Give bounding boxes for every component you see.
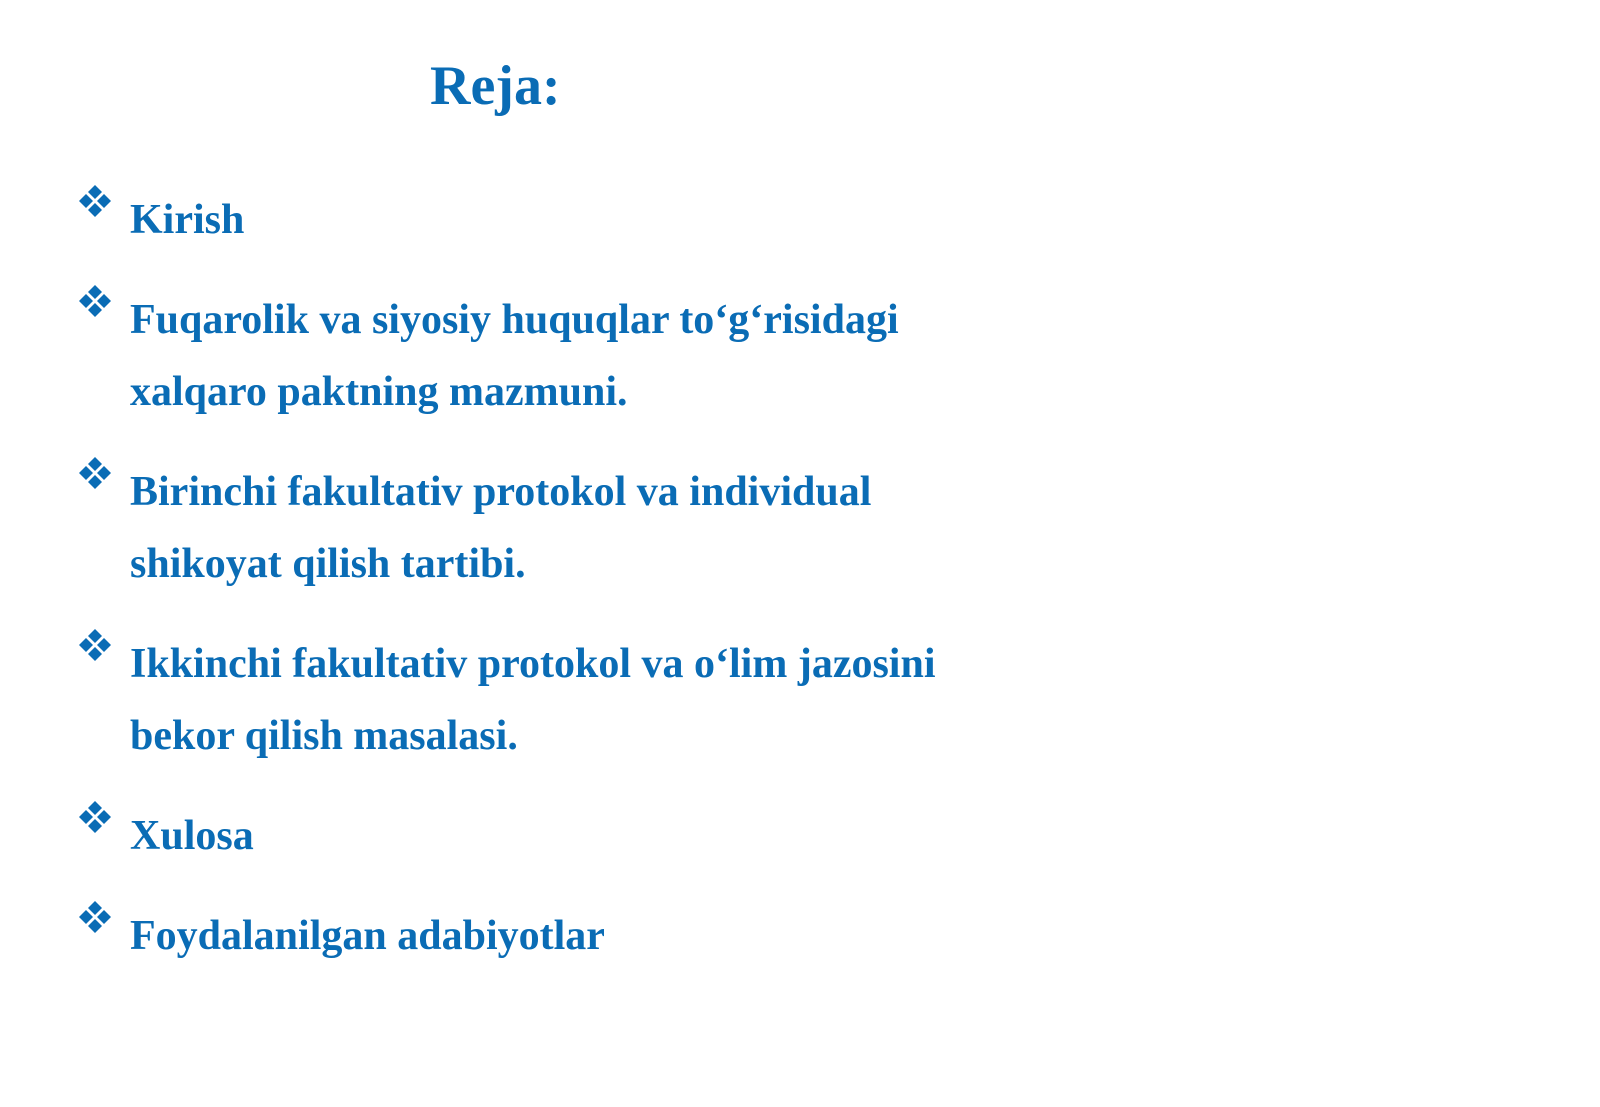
plan-item-text: [130, 456, 1078, 600]
plan-item-text: [130, 284, 1078, 428]
four-diamond-bullet-icon: [78, 628, 112, 662]
plan-item-first-protocol: [78, 456, 1078, 600]
four-diamond-bullet-icon: [78, 456, 112, 490]
plan-item-line: Fuqarolik va siyosiy huquqlar to‘g‘risidagi: [130, 297, 899, 343]
plan-item-line: bekor qilish masalasi.: [130, 713, 518, 759]
plan-item-text: [130, 900, 1078, 972]
plan-item-conclusion: [78, 800, 1078, 872]
plan-item-line: shikoyat qilish tartibi.: [130, 541, 526, 587]
four-diamond-bullet-icon: [78, 800, 112, 834]
plan-item-covenant: [78, 284, 1078, 428]
plan-item-line: Xulosa: [130, 813, 254, 859]
plan-item-line: xalqaro paktning mazmuni.: [130, 369, 628, 415]
plan-item-text: [130, 800, 1078, 872]
plan-item-intro: [78, 184, 1078, 256]
four-diamond-bullet-shape: [78, 184, 112, 218]
plan-item-line: Kirish: [130, 197, 245, 243]
four-diamond-bullet-icon: [78, 900, 112, 934]
plan-item-text: [130, 184, 1078, 256]
four-diamond-bullet-shape: [78, 800, 112, 834]
four-diamond-bullet-icon: [78, 184, 112, 218]
plan-item-line: Birinchi fakultativ protokol va individual: [130, 469, 872, 515]
plan-item-line: Ikkinchi fakultativ protokol va o‘lim jazosini: [130, 641, 936, 687]
plan-item-second-protocol: [78, 628, 1078, 772]
plan-item-references: [78, 900, 1078, 972]
four-diamond-bullet-shape: [78, 456, 112, 490]
four-diamond-bullet-shape: [78, 284, 112, 318]
four-diamond-bullet-icon: [78, 284, 112, 318]
plan-item-text: [130, 628, 1078, 772]
plan-list: [78, 184, 1078, 1000]
plan-item-line: Foydalanilgan adabiyotlar: [130, 913, 605, 959]
page-title: Reja:: [430, 55, 561, 117]
four-diamond-bullet-shape: [78, 628, 112, 662]
four-diamond-bullet-shape: [78, 900, 112, 934]
